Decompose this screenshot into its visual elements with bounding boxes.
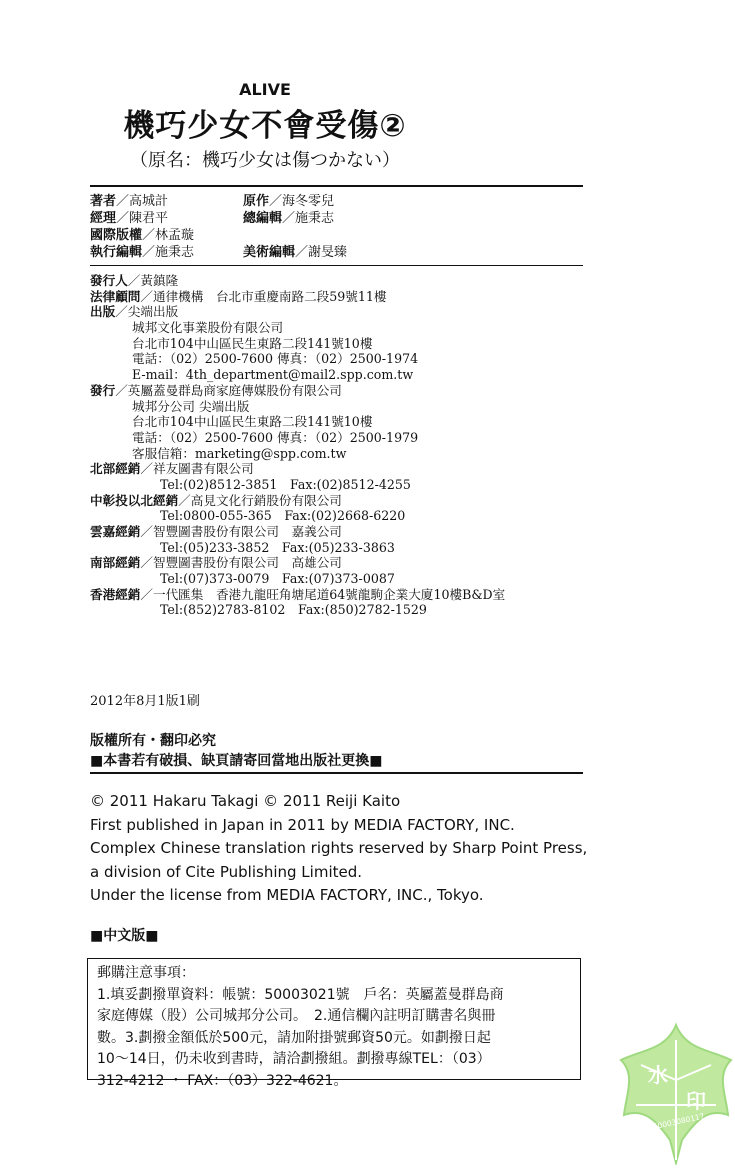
- credits-divider: [90, 265, 583, 266]
- hk-tel: Tel:(852)2783-8102 Fax:(850)2782-1529: [160, 602, 427, 618]
- top-divider: [90, 185, 583, 187]
- damage-notice: ■本書若有破損、缺頁請寄回當地出版社更換■: [90, 753, 383, 769]
- dist-service: 客服信箱：marketing@spp.com.tw: [132, 445, 347, 461]
- credit-art-editor: 美術編輯／謝旻臻: [243, 245, 348, 260]
- north-line: 北部經銷／祥友圖書有限公司: [90, 461, 254, 477]
- print-date: 2012年8月1版1刷: [90, 694, 200, 709]
- legal-line: 法律顧問／通律機構 台北市重慶南路二段59號11樓: [90, 288, 387, 304]
- publish-line: 出版／尖端出版: [90, 304, 179, 320]
- rights-divider: [90, 772, 583, 774]
- mail-order-notice: [97, 963, 504, 1092]
- division-line: a division of Cite Publishing Limited.: [90, 862, 363, 881]
- notice-line-4: 10～14日，仍未收到書時，請洽劃撥組。劃撥專線TEL：（03）: [97, 1051, 491, 1067]
- notice-line-1: 1.填妥劃撥單資料：帳號：50003021號 戶名：英屬蓋曼群島商: [97, 986, 504, 1003]
- translation-rights-line: Complex Chinese translation rights reserved by Sharp Point Press,: [90, 839, 588, 857]
- notice-line-2: 家庭傳媒（股）公司城邦分公司。 2.通信欄內註明訂購書名與冊: [97, 1008, 496, 1024]
- dist-line: 發行／英屬蓋曼群島商家庭傳媒股份有限公司: [90, 382, 342, 398]
- zhongzhang-tel: Tel:0800-055-365 Fax:(02)2668-6220: [160, 508, 406, 524]
- watermark-credit: Scan by 60003080117: [620, 1111, 706, 1138]
- pub-email: E-mail：4th_department@mail2.spp.com.tw: [132, 367, 414, 383]
- license-line: Under the license from MEDIA FACTORY, INC., Tokyo.: [90, 886, 484, 904]
- notice-heading: 郵購注意事項：: [97, 965, 195, 981]
- yunjia-tel: Tel:(05)233-3852 Fax:(05)233-3863: [160, 539, 395, 555]
- credit-original: 原作／海冬零兒: [243, 194, 335, 209]
- publisher-info: [90, 273, 505, 618]
- rights-reserved: 版權所有・翻印必究: [90, 733, 216, 749]
- north-tel: Tel:(02)8512-3851 Fax:(02)8512-4255: [160, 476, 411, 492]
- book-title: 機巧少女不會受傷②: [123, 108, 407, 144]
- series-name: ALIVE: [239, 80, 291, 99]
- dist-address: 台北市104中山區民生東路二段141號10樓: [132, 414, 373, 430]
- dist-phone: 電話：（02）2500-7600 傳真：（02）2500-1979: [132, 429, 419, 445]
- first-published-line: First published in Japan in 2011 by MEDIA FACTORY, INC.: [90, 815, 515, 834]
- watermark-char-1: 水: [648, 1063, 668, 1087]
- leaf-icon: [621, 1025, 731, 1163]
- hk-line: 香港經銷／一代匯集 香港九龍旺角塘尾道64號龍駒企業大廈10樓B&D室: [90, 586, 506, 602]
- issuer-line: 發行人／黃鎮隆: [90, 273, 179, 288]
- edition-label: ■中文版■: [90, 928, 159, 944]
- south-tel: Tel:(07)373-0079 Fax:(07)373-0087: [160, 571, 395, 587]
- notice-line-3: 數。3.劃撥金額低於500元，請加附掛號郵資50元。如劃撥日起: [97, 1029, 491, 1046]
- watermark-char-2: 印: [686, 1089, 706, 1113]
- scanner-watermark: [616, 1020, 735, 1165]
- credit-manager: 經理／陳君平: [90, 211, 169, 226]
- pub-address: 台北市104中山區民生東路二段141號10樓: [132, 335, 373, 351]
- notice-line-5: 312-4212 ・ FAX：（03）322-4621。: [97, 1072, 348, 1089]
- english-copyright: [90, 790, 587, 908]
- pub-company: 城邦文化事業股份有限公司: [132, 320, 284, 336]
- zhongzhang-line: 中彰投以北經銷／高見文化行銷股份有限公司: [90, 492, 342, 508]
- original-title: （原名：機巧少女は傷つかない）: [130, 150, 400, 171]
- south-line: 南部經銷／智豐圖書股份有限公司 高雄公司: [90, 555, 342, 571]
- dist-branch: 城邦分公司 尖端出版: [132, 398, 250, 414]
- credit-intl-rights: 國際版權／林孟璇: [90, 228, 195, 243]
- pub-phone: 電話：（02）2500-7600 傳真：（02）2500-1974: [132, 351, 419, 367]
- copyright-line: © 2011 Hakaru Takagi © 2011 Reiji Kaito: [90, 792, 401, 810]
- credit-author: 著者／高城計: [90, 194, 169, 209]
- credit-exec-editor: 執行編輯／施秉志: [90, 245, 195, 260]
- credit-chief-editor: 總編輯／施秉志: [243, 211, 335, 226]
- yunjia-line: 雲嘉經銷／智豐圖書股份有限公司 嘉義公司: [90, 524, 342, 539]
